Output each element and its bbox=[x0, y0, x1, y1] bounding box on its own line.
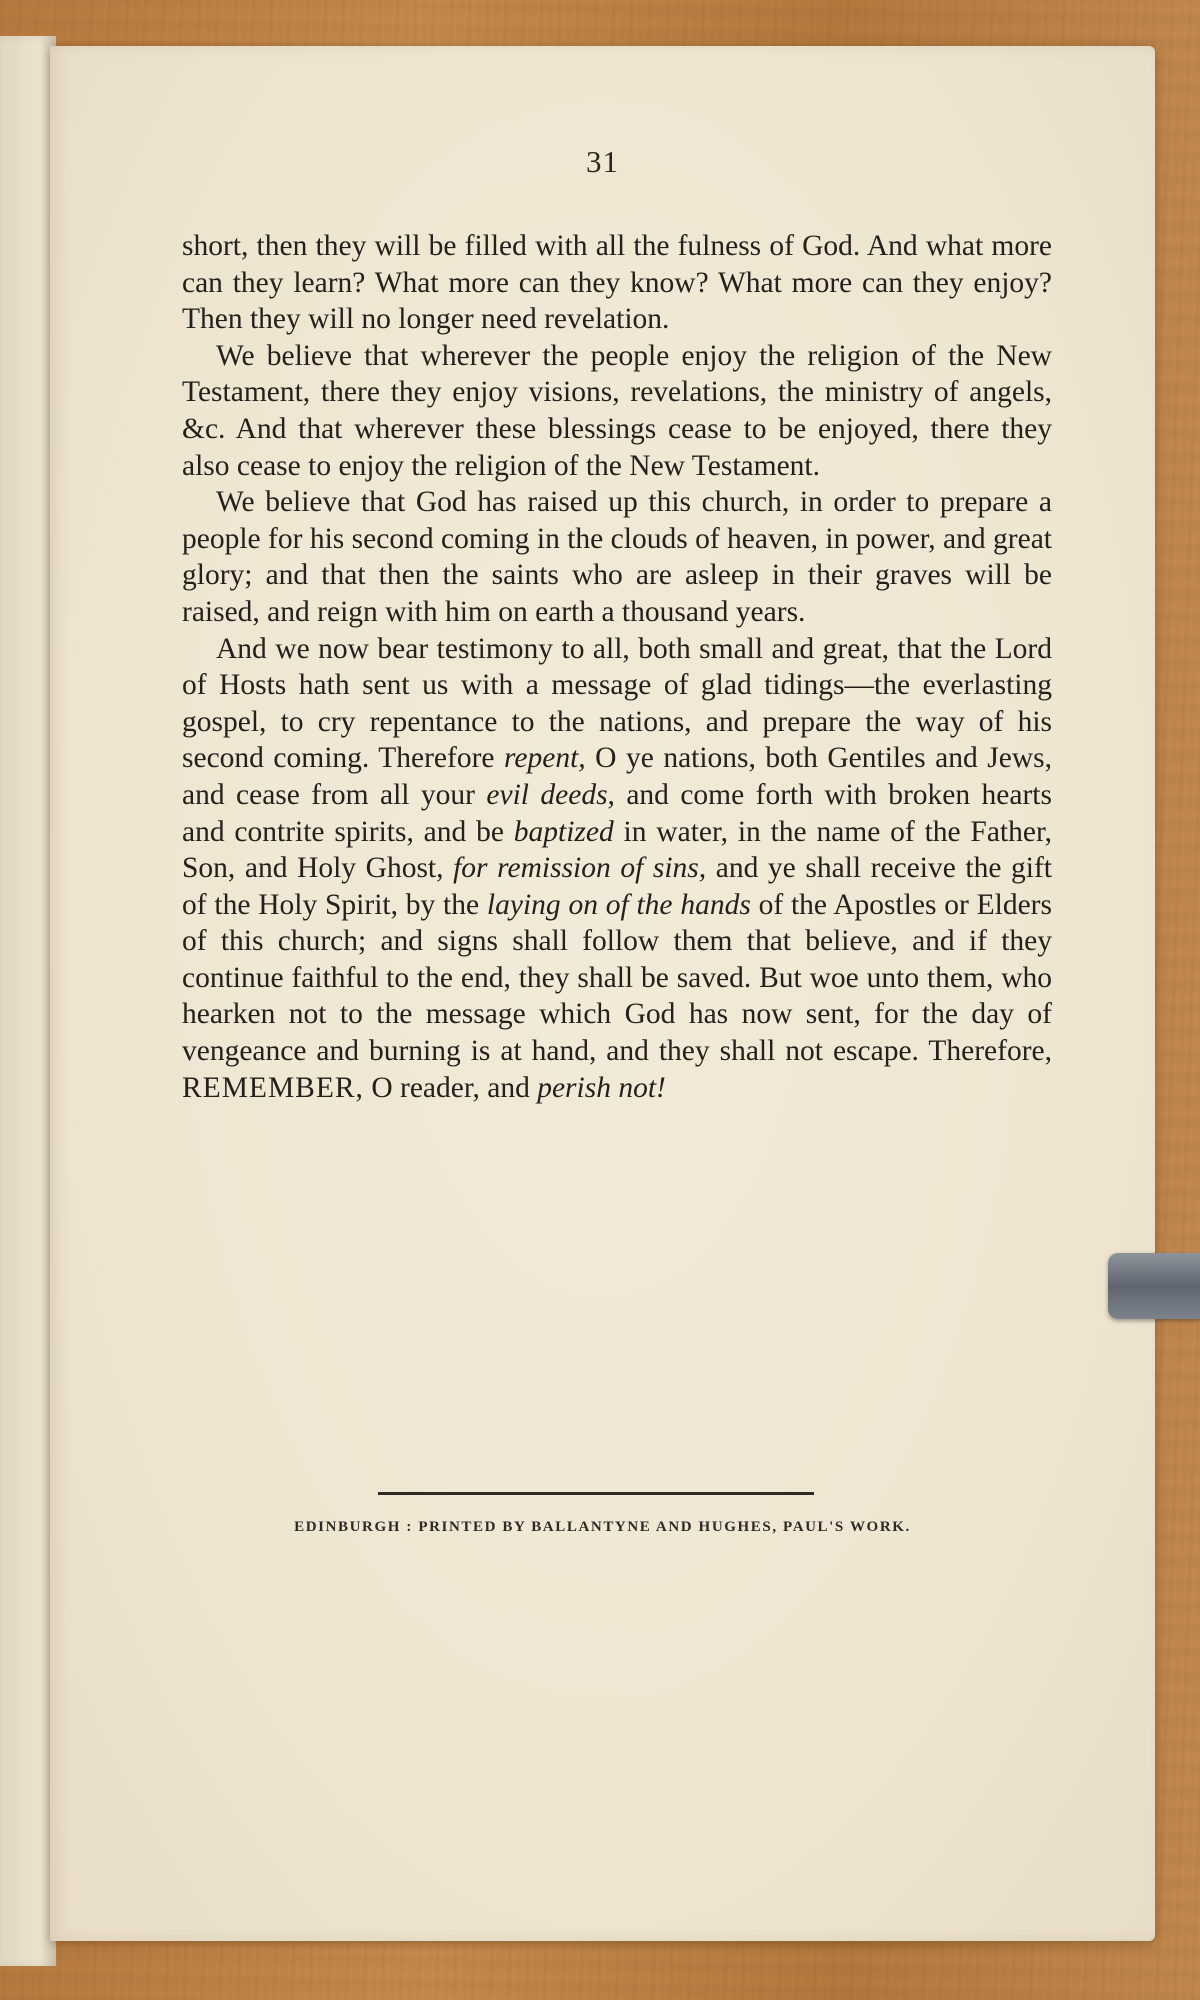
emphasis-laying-on-hands: laying on of the hands bbox=[486, 888, 751, 921]
page-number: 31 bbox=[586, 144, 619, 179]
paragraph-3-text: We believe that God has raised up this church, in order to prepare a people for his second coming in the clouds of heaven, in power, and great glory; and that then the saints who are asleep in their graves will be raised, and reign with him on earth a thousand years. bbox=[182, 486, 1052, 628]
previous-page-edge bbox=[0, 36, 56, 1966]
bookmark-tab bbox=[1108, 1253, 1200, 1319]
paragraph-4 bbox=[182, 631, 1052, 1107]
paragraph-4-text: And we now bear testimony to all, both small and great, that the Lord of Hosts hath sent us with a message of glad tidings—the everlasting gospel, to cry repentance to the nations, and prepare the way of his second coming. Therefore bbox=[182, 632, 1052, 775]
paragraph-1 bbox=[182, 228, 1052, 338]
divider-rule bbox=[378, 1492, 814, 1495]
book-page bbox=[50, 46, 1155, 1941]
paragraph-4-text: O reader, and bbox=[363, 1071, 538, 1104]
paragraph-4-text: in water, in the name of the Father, Son, and Holy Ghost, bbox=[182, 815, 1052, 885]
paragraph-4-text: O ye nations, both Gentiles and Jews, and cease from all your bbox=[182, 742, 1052, 811]
emphasis-remission: for remission of sins, bbox=[453, 852, 707, 885]
paragraph-1-text: short, then they will be filled with all the fulness of God. And what more can they learn? What more can they know? What more can they enjoy? Then they will no longer need revelation. bbox=[182, 230, 1052, 336]
printer-imprint: EDINBURGH : PRINTED BY BALLANTYNE AND HUGHES, PAUL'S WORK. bbox=[294, 1519, 911, 1535]
paragraph-4-text: and come forth with broken hearts and contrite spirits, and be bbox=[182, 778, 1052, 848]
paragraph-4-text: of the Apostles or Elders of this church; and signs shall follow them that believe, and if they continue faithful to the end, they shall be saved. But woe unto them, who hearken not to the message which God has now sent, for the day of vengeance and burning is at hand, and they shall not escape. Therefore, bbox=[182, 888, 1052, 1068]
emphasis-perish-not: perish not! bbox=[537, 1071, 666, 1104]
paragraph-4-text: and ye shall receive the gift of the Holy Spirit, by the bbox=[182, 852, 1052, 921]
emphasis-baptized: baptized bbox=[513, 815, 614, 848]
paragraph-2-text: We believe that wherever the people enjoy the religion of the New Testament, there they enjoy visions, revelations, the ministry of angels, &c. And that wherever these blessings cease to be enjoyed, there they also cease to enjoy the religion of the New Testament. bbox=[182, 339, 1052, 482]
paragraph-2 bbox=[182, 338, 1052, 484]
emphasis-repent: repent, bbox=[504, 742, 586, 775]
emphasis-evil-deeds: evil deeds, bbox=[486, 778, 615, 811]
emphasis-remember: REMEMBER, bbox=[182, 1071, 364, 1104]
body-text bbox=[182, 228, 1052, 1106]
paragraph-3 bbox=[182, 484, 1052, 630]
